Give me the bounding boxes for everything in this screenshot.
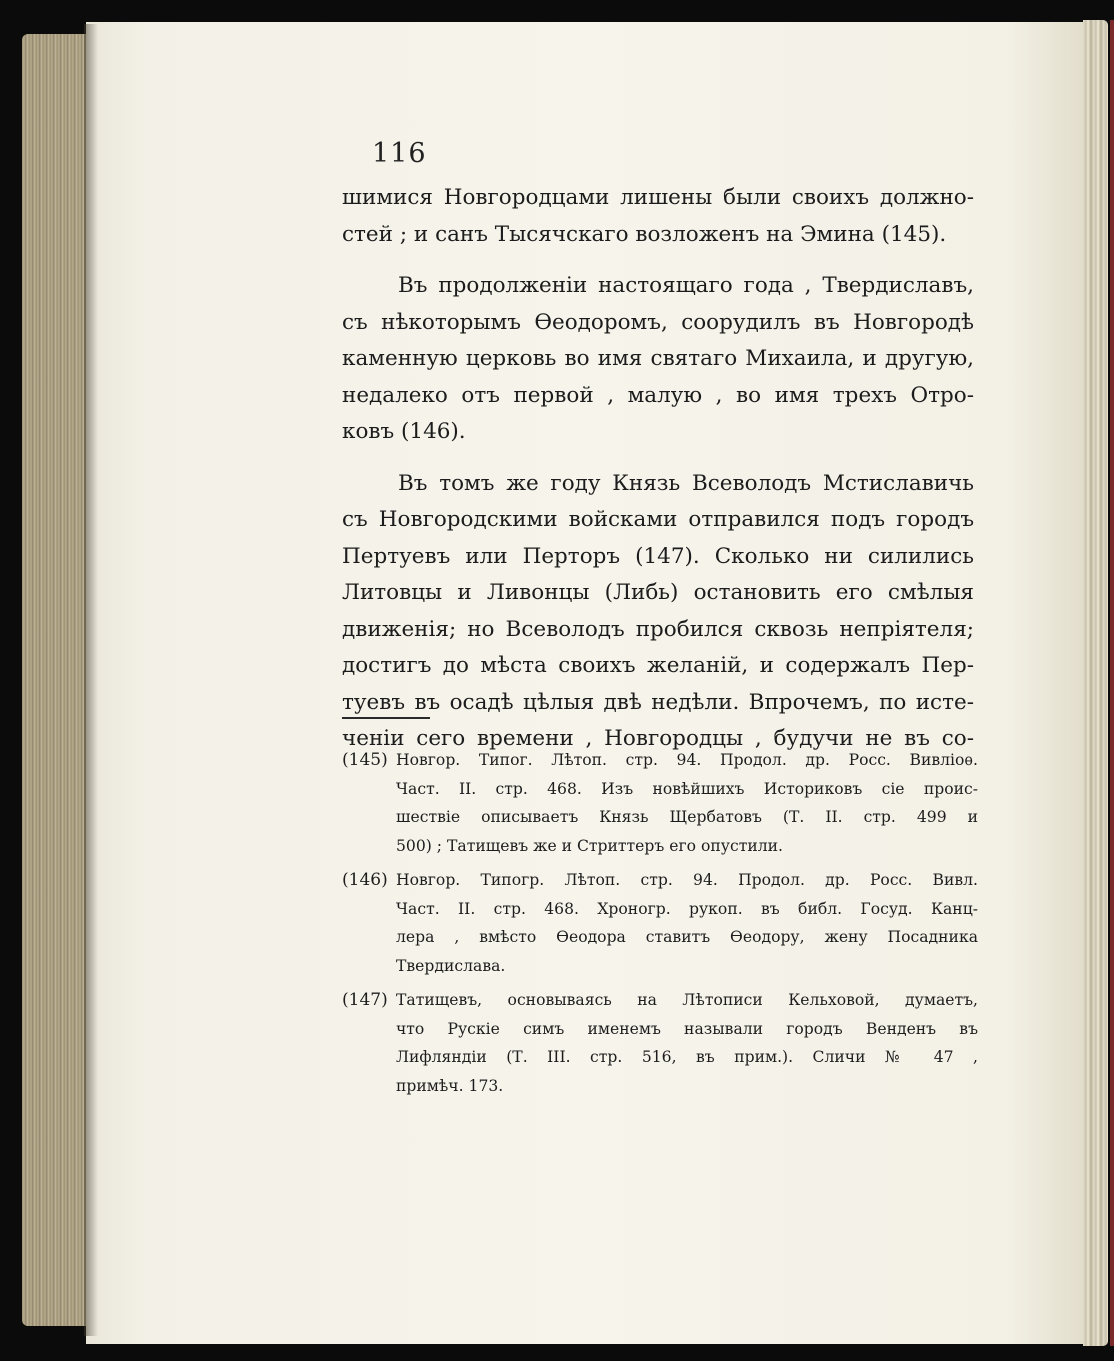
footnote-line: что Рускіе симъ именемъ называли городъ Венденъ въ bbox=[396, 1019, 978, 1038]
footnote-mark: (145) bbox=[342, 750, 388, 770]
main-text bbox=[342, 180, 974, 758]
footnote-separator bbox=[342, 717, 430, 719]
footnote-line: Твердислава. bbox=[396, 956, 506, 975]
paragraph bbox=[342, 268, 974, 451]
text-line: недалеко отъ первой , малую , во имя трехъ Отро- bbox=[342, 382, 974, 408]
footnote-line: Татищевъ, основываясь на Лѣтописи Кельховой, думаетъ, bbox=[396, 991, 978, 1009]
book-page-edges-left bbox=[22, 34, 90, 1326]
text-line: туевъ въ осадѣ цѣлыя двѣ недѣли. Впрочемъ, по исте- bbox=[342, 689, 974, 715]
text-line: каменную церковь во имя святаго Михаила, и другую, bbox=[342, 346, 974, 371]
text-line: достигъ до мѣста своихъ желаній, и содержалъ Пер- bbox=[342, 653, 974, 678]
text-line: Въ томъ же году Князь Всеволодъ Мстиславичь bbox=[398, 470, 974, 496]
footnote-line: лера , вмѣсто Ѳеодора ставитъ Ѳеодору, жену Посадника bbox=[396, 928, 978, 946]
book-page-edges-right bbox=[1083, 20, 1108, 1346]
text-line: Литовцы и Ливонцы (Либь) остановить его смѣлыя bbox=[342, 580, 974, 605]
footnote-line: 500) ; Татищевъ же и Стриттеръ его опустили. bbox=[396, 836, 783, 855]
text-line: съ Новгородскими войсками отправился подъ городъ bbox=[342, 507, 974, 532]
footnote-line: Част. II. стр. 468. Хроногр. рукоп. въ библ. Госуд. Канц- bbox=[396, 899, 978, 918]
text-line: стей ; и санъ Тысячскаго возложенъ на Эмина (145). bbox=[342, 221, 947, 247]
footnote-mark: (147) bbox=[342, 990, 388, 1010]
footnote bbox=[342, 866, 978, 980]
page-number: 116 bbox=[372, 138, 427, 169]
footnote-line: примѣч. 173. bbox=[396, 1076, 504, 1095]
footnote bbox=[342, 986, 978, 1100]
footnote-mark: (146) bbox=[342, 870, 388, 890]
text-line: ковъ (146). bbox=[342, 419, 466, 444]
paragraph bbox=[342, 466, 974, 758]
text-line: Въ продолженіи настоящаго года , Твердиславъ, bbox=[398, 273, 974, 298]
footnote-line: Лифляндіи (Т. III. стр. 516, въ прим.). Сличи № 47 , bbox=[396, 1048, 978, 1066]
text-line: движенія; но Всеволодъ пробился сквозь непріятеля; bbox=[342, 616, 974, 642]
footnote-line: Новгор. Типог. Лѣтоп. стр. 94. Продол. др. Росс. Вивліоѳ. bbox=[396, 751, 978, 769]
footnote-line: Новгор. Типогр. Лѣтоп. стр. 94. Продол. др. Росс. Вивл. bbox=[396, 871, 978, 889]
text-line: ченіи сего времени , Новгородцы , будучи не въ со- bbox=[342, 726, 974, 751]
footnote bbox=[342, 746, 978, 860]
footnote-line: Част. II. стр. 468. Изъ новѣйшихъ Историковъ сіе проис- bbox=[396, 779, 978, 798]
footnote-line: шествіе описываетъ Князь Щербатовъ (Т. II. стр. 499 и bbox=[396, 808, 978, 826]
spine-shadow bbox=[84, 24, 98, 1336]
text-line: Пертуевъ или Перторъ (147). Сколько ни силились bbox=[342, 543, 974, 569]
text-line: съ нѣкоторымъ Ѳеодоромъ, соорудилъ въ Новгородѣ bbox=[342, 309, 974, 335]
paragraph bbox=[342, 180, 974, 253]
footnotes bbox=[342, 746, 978, 1106]
text-line: шимися Новгородцами лишены были своихъ должно- bbox=[342, 185, 974, 210]
